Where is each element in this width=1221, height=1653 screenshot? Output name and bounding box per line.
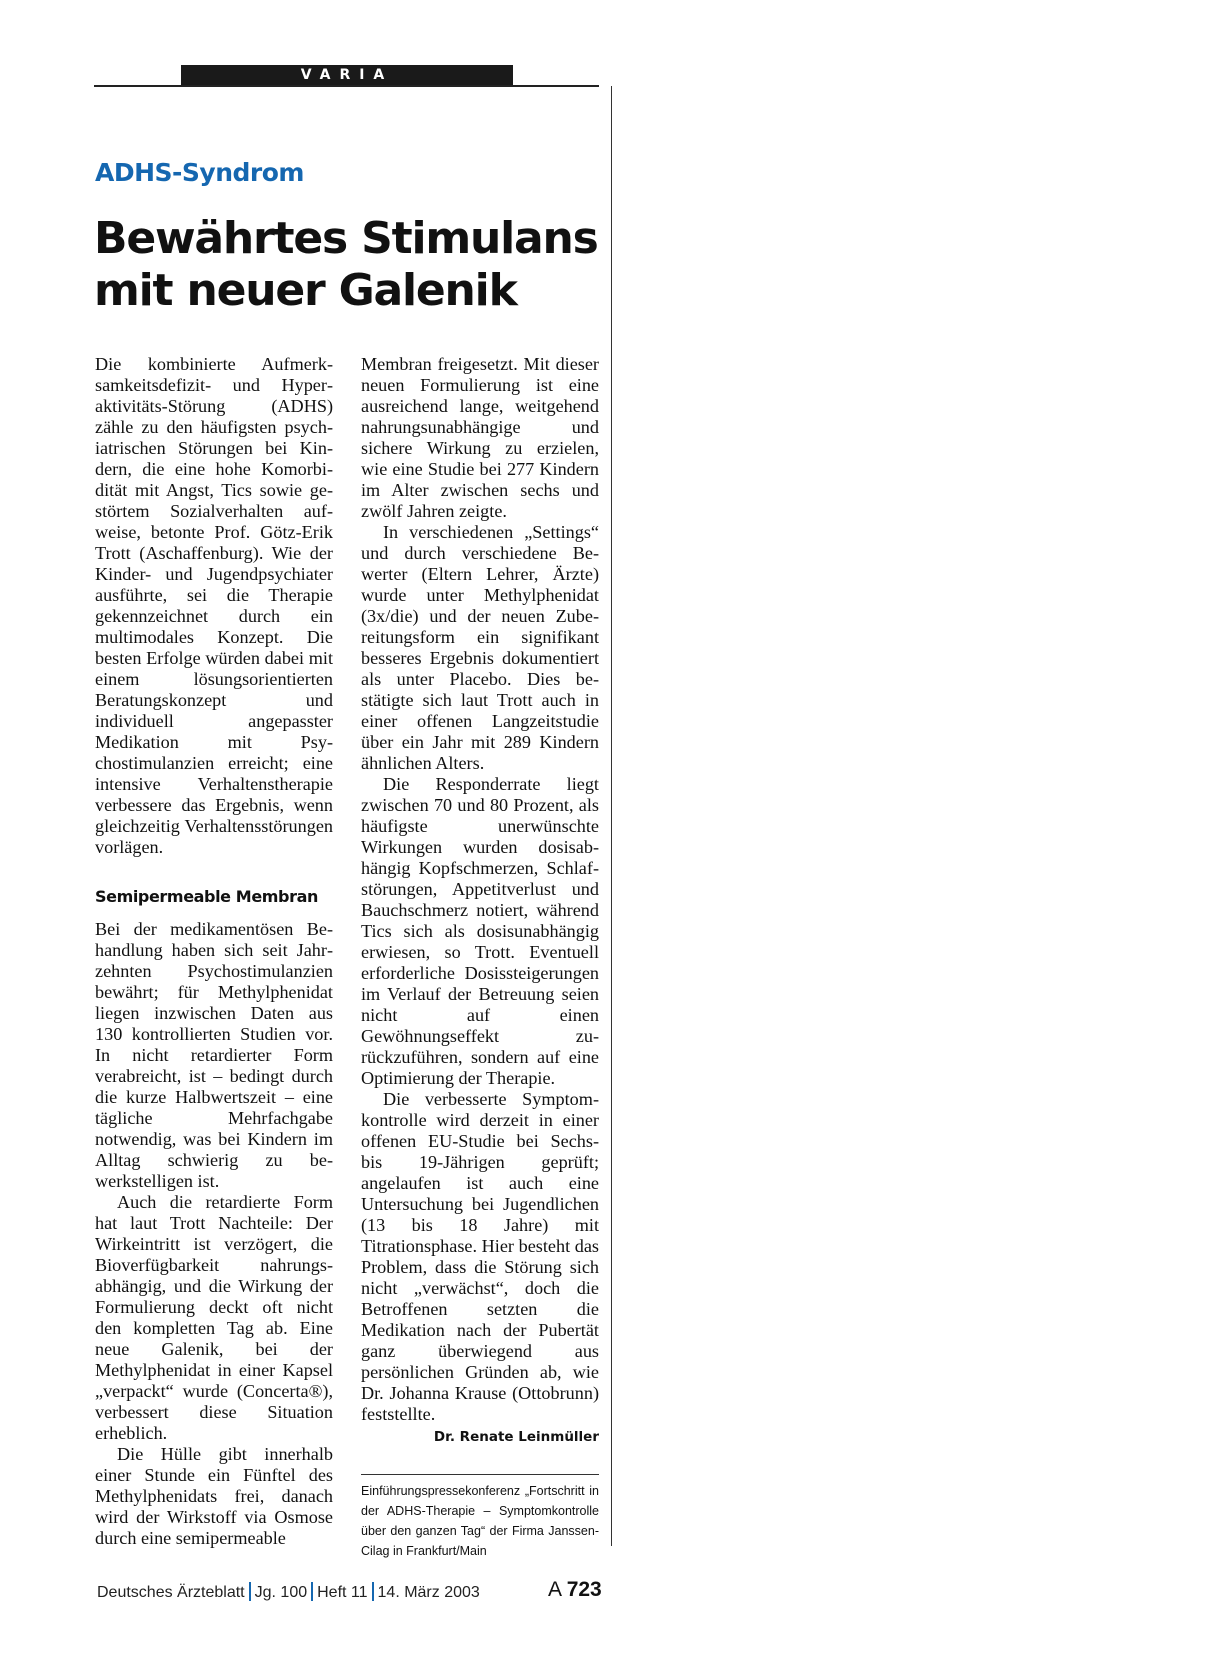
page-prefix: A xyxy=(548,1578,561,1601)
text-column-1 xyxy=(95,354,333,1549)
paragraph: Die verbesserte Symptomkontrolle wird derzeit in einer offenen EU-Studie bei Sechs- bis 19-Jährigen geprüft; angelaufen ist auch eine Untersuchung bei Jugendlichen (13 bis 18 Jahre) mit Titrationsphase. Hier besteht das Problem, dass die Störung sich nicht „verwächst“, doch die Betroffenen setzten die Medikation nach der Pubertät ganz überwiegend aus persönlichen Gründen ab, wie Dr. Johanna Krause (Ottobrunn) feststellte. xyxy=(361,1089,599,1424)
paragraph: In verschiedenen „Settings“ und durch verschiedene Bewerter (Eltern Lehrer, Ärzte) wurde unter Methylphenidat (3x/die) und der neuen Zubereitungsform ein signifikant besseres Ergebnis dokumentiert als unter Placebo. Dies bestätigte sich laut Trott auch in einer offenen Langzeitstudie über ein Jahr mit 289 Kindern ähnlichen Alters. xyxy=(361,522,599,773)
article-headline xyxy=(94,213,614,317)
page-footer xyxy=(97,1582,480,1602)
journal-issue: Heft 11 xyxy=(317,1584,368,1601)
headline-line-2: mit neuer Galenik xyxy=(94,265,517,316)
section-label: VARIA xyxy=(181,65,513,85)
paragraph: Membran freigesetzt. Mit dieser neuen Formulierung ist eine ausreichend lange, weitgehend nahrungsunabhängige und sichere Wirkung zu erzielen, wie eine Studie bei 277 Kindern im Alter zwischen sechs und zwölf Jahren zeigte. xyxy=(361,354,599,521)
author-byline: Dr. Renate Leinmüller xyxy=(433,1429,599,1445)
journal-volume: Jg. 100 xyxy=(254,1584,308,1601)
source-footnote: Einführungspressekonferenz „Fortschritt in der ADHS-Therapie – Symptomkontrolle über den ganzen Tag“ der Firma Janssen-Cilag in Frankfurt/Main xyxy=(361,1484,599,1558)
paragraph: Auch die retardierte Form hat laut Trott Nachteile: Der Wirkeintritt ist verzögert, die Bioverfügbarkeit nahrungsabhängig, und die Wirkung der Formulierung deckt oft nicht den kompletten Tag ab. Eine neue Galenik, bei der Methylphenidat in einer Kapsel „verpackt“ wurde (Concerta®), verbessert diese Situation erheblich. xyxy=(95,1192,333,1443)
paragraph: Bei der medikamentösen Behandlung haben sich seit Jahrzehnten Psychostimulanzien bewährt; für Methylphenidat liegen inzwischen Daten aus 130 kontrollierten Studien vor. In nicht retardierter Form verabreicht, ist – bedingt durch die kurze Halbwertszeit – eine tägliche Mehrfachgabe notwendig, was bei Kindern im Alltag schwierig zu bewerkstelligen ist. xyxy=(95,919,333,1191)
paragraph: Die kombinierte Aufmerksamkeitsdefizit- und Hyperaktivitäts-Störung (ADHS) zähle zu den häufigsten psychiatrischen Störungen bei Kindern, die eine hohe Komorbidität mit Angst, Tics sowie gestörtem Sozialverhalten aufweise, betonte Prof. Götz-Erik Trott (Aschaffenburg). Wie der Kinder- und Jugendpsychiater ausführte, sei die Therapie gekennzeichnet durch ein multimodales Konzept. Die besten Erfolge würden dabei mit einem lösungsorientierten Beratungskonzept und individuell angepasster Medikation mit Psychostimulanzien erreicht; eine intensive Verhaltenstherapie verbessere das Ergebnis, wenn gleichzeitig Verhaltensstörungen vorlägen. xyxy=(95,354,333,857)
header-rule xyxy=(94,85,599,87)
journal-date: 14. März 2003 xyxy=(377,1584,480,1601)
footer-separator xyxy=(311,1582,313,1601)
text-column-2 xyxy=(361,354,599,1448)
footnote-rule xyxy=(361,1474,599,1475)
paragraph: Die Hülle gibt innerhalb einer Stunde ein Fünftel des Methylphenidats frei, danach wird der Wirkstoff via Osmose durch eine semipermeable xyxy=(95,1444,333,1548)
footer-separator xyxy=(249,1582,251,1601)
headline-line-1: Bewährtes Stimulans xyxy=(94,213,598,264)
article-kicker: ADHS-Syndrom xyxy=(95,158,304,187)
page-number xyxy=(548,1578,602,1602)
section-subhead: Semipermeable Membran xyxy=(95,887,318,906)
page-number-value: 723 xyxy=(566,1578,602,1601)
footer-separator xyxy=(372,1582,374,1601)
journal-name: Deutsches Ärzteblatt xyxy=(97,1584,245,1601)
paragraph: Die Responderrate liegt zwischen 70 und 80 Prozent, als häufigste unerwünschte Wirkungen wurden dosisabhängig Kopfschmerzen, Schlafstörungen, Appetitverlust und Bauchschmerz notiert, während Tics sich als dosisunabhängig erwiesen, so Trott. Eventuell erforderliche Dosissteigerungen im Verlauf der Betreuung seien nicht auf einen Gewöhnungseffekt zurückzuführen, sondern auf eine Optimierung der Therapie. xyxy=(361,774,599,1088)
